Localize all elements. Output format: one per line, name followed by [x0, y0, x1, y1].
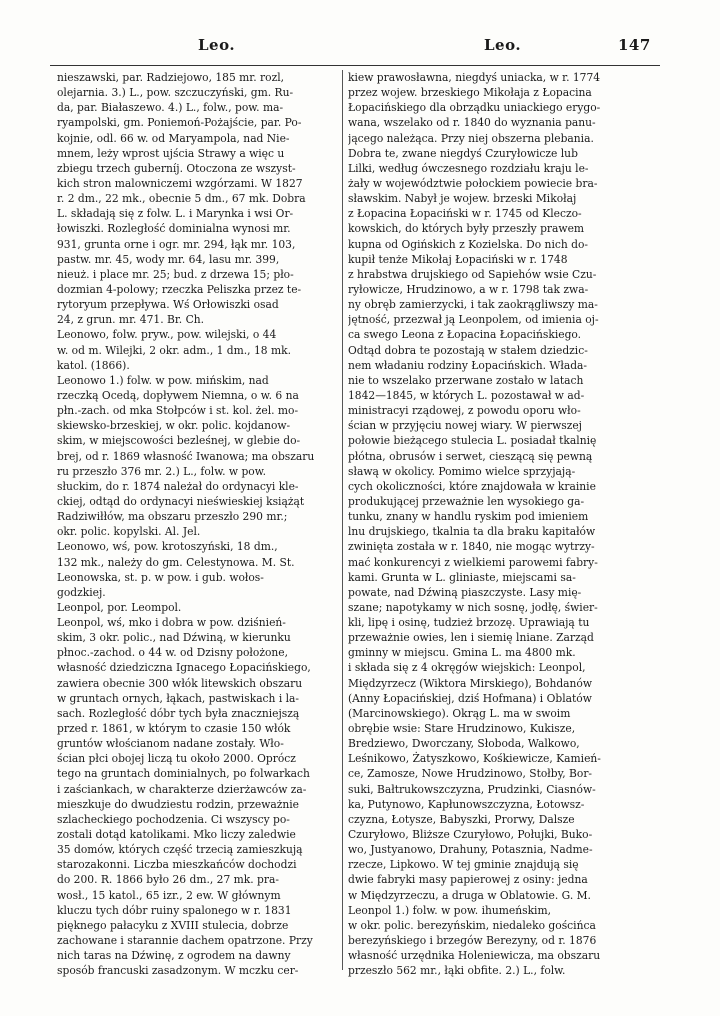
text-line: dwie fabryki masy papierowej z osiny: jedna: [348, 873, 588, 887]
text-line: sławą w okolicy. Pomimo wielce sprzyjają-: [348, 464, 576, 478]
text-line: tunku, znany w handlu ryskim pod imieniem: [348, 510, 589, 524]
text-line: (Anny Łopacińskiej, dziś Hofmana) i Oblatów: [348, 691, 592, 705]
text-line: gminny w miejscu. Gmina L. ma 4800 mk.: [348, 646, 576, 660]
text-line: wosł., 15 katol., 65 izr., 2 ew. W głównym: [57, 888, 281, 902]
text-line: pięknego pałacyku z XVIII stulecia, dobrze: [57, 918, 289, 932]
text-line: łowiszki. Rozległość dominialna wynosi mr.: [57, 222, 291, 236]
text-line: ścian w przyjęciu nowej wiary. W pierwszej: [348, 419, 582, 433]
text-line: Leonpol 1.) folw. w pow. ihumeńskim,: [348, 903, 552, 917]
text-line: zbiegu trzech guberníj. Otoczona ze wszyst-: [57, 161, 296, 175]
text-line: Leonowo, folw. pryw., pow. wilejski, o 44: [57, 328, 277, 342]
text-line: Bredziewo, Dworczany, Słoboda, Walkowo,: [348, 737, 580, 751]
text-line: godzkiej.: [57, 585, 106, 599]
text-line: Radziwiłłów, ma obszaru przeszło 290 mr.;: [57, 510, 288, 524]
text-line: ryampolski, gm. Poniemoń-Pożajście, par. Po-: [57, 116, 302, 130]
text-line: mnem, leży wprost ujścia Strawy a więc u: [57, 146, 285, 160]
text-line: Leśnikowo, Żatyszkowo, Kośkiewicze, Kamień-: [348, 752, 601, 766]
text-line: 1842—1845, w których L. pozostawał w ad-: [348, 388, 585, 402]
text-line: mać konkurencyi z wielkiemi parowemi fabry-: [348, 555, 598, 569]
text-line: skim, 3 okr. polic., nad Dźwiną, w kierunku: [57, 631, 291, 645]
text-line: sposób francuski zasadzonym. W mczku cer-: [57, 964, 299, 978]
text-line: berezyńskiego i brzegów Berezyny, od r. 1876: [348, 934, 597, 948]
text-line: z Łopacina Łopaciński w r. 1745 od Kleczo-: [348, 207, 582, 221]
text-line: do 200. R. 1866 było 26 dm., 27 mk. pra-: [57, 873, 279, 887]
text-line: przed r. 1861, w którym to czasie 150 włók: [57, 722, 291, 736]
text-line: jącego należąca. Przy niej obszerna plebania.: [348, 131, 594, 145]
text-line: czyzna, Łotysze, Babyszki, Prorwy, Dalsze: [348, 812, 575, 826]
text-line: Leonpol, wś, mko i dobra w pow. dziśnień-: [57, 616, 286, 630]
text-line: r. 2 dm., 22 mk., obecnie 5 dm., 67 mk. Dobra: [57, 192, 306, 206]
text-line: kojnie, odl. 66 w. od Maryampola, nad Nie-: [57, 131, 290, 145]
text-line: Międzyrzecz (Wiktora Mirskiego), Bohdanów: [348, 676, 593, 690]
text-line: rytoryum przepływa. Wś Orłowiszki osad: [57, 298, 279, 312]
text-line: lnu drujskiego, tkalnia ta dla braku kapitałów: [348, 525, 596, 539]
running-head-left: Leo.: [198, 36, 236, 54]
text-line: w. od m. Wilejki, 2 okr. adm., 1 dm., 18 mk.: [57, 343, 291, 357]
text-line: żały w województwie połockiem powiecie bra-: [348, 176, 598, 190]
text-line: ce, Zamosze, Nowe Hrudzinowo, Stołby, Bor-: [348, 767, 593, 781]
text-line: przeszło 562 mr., łąki obfite. 2.) L., folw.: [348, 964, 566, 978]
text-line: Leonowo 1.) folw. w pow. mińskim, nad: [57, 373, 269, 387]
text-line: Leonowska, st. p. w pow. i gub. wołos-: [57, 570, 264, 584]
text-line: sach. Rozległość dóbr tych była znaczniejszą: [57, 706, 300, 720]
text-line: Dobra te, zwane niegdyś Czuryłowicze lub: [348, 146, 578, 160]
column-divider: [342, 70, 343, 970]
text-line: katol. (1866).: [57, 358, 130, 372]
text-line: 132 mk., należy do gm. Celestynowa. M. St.: [57, 555, 295, 569]
text-line: L. składają się z folw. L. i Marynka i wsi Or-: [57, 207, 294, 221]
text-line: nich taras na Dźwinę, z ogrodem na dawny: [57, 949, 291, 963]
text-line: sławskim. Nabył je wojew. brzeski Mikołaj: [348, 192, 577, 206]
text-line: w Międzyrzeczu, a druga w Oblatowie. G. M.: [348, 888, 591, 902]
text-line: kiew prawosławna, niegdyś uniacka, w r. 1774: [348, 71, 601, 84]
text-line: kowskich, do których były przeszły prawem: [348, 222, 585, 236]
text-line: olejarnia. 3.) L., pow. szczuczyński, gm. Ru-: [57, 86, 294, 100]
text-line: Odtąd dobra te pozostają w stałem dziedzic-: [348, 343, 588, 357]
text-line: jętność, przezwał ją Leonpolem, od imienia oj-: [348, 313, 599, 327]
text-line: i zaściankach, w charakterze dzierżawców za-: [57, 782, 307, 796]
text-line: kli, lipę i osinę, tudzież brzozę. Uprawiają tu: [348, 616, 590, 630]
text-line: Czuryłowo, Bliższe Czuryłowo, Połujki, Buko-: [348, 828, 593, 842]
text-line: zostali dotąd katolikami. Mko liczy zaledwie: [57, 828, 296, 842]
text-line: wo, Justyanowo, Drahuny, Potasznia, Nadme-: [348, 843, 593, 857]
text-line: i składa się z 4 okręgów wiejskich: Leonpol,: [348, 661, 586, 675]
text-line: zachowane i starannie dachem opatrzone. Przy: [57, 934, 313, 948]
text-line: tego na gruntach dominialnych, po folwarkach: [57, 767, 310, 781]
text-line: cych okoliczności, które znajdowała w krainie: [348, 479, 596, 493]
text-line: gruntów włościanom nadane zostały. Wło-: [57, 737, 284, 751]
running-head-right: Leo.: [484, 36, 522, 54]
text-line: szlacheckiego pochodzenia. Ci wszyscy po-: [57, 812, 290, 826]
text-line: Łopacińskiego dla obrządku uniackiego erygo-: [348, 101, 601, 115]
text-line: płn.-zach. od mka Stołpców i st. kol. żel. mo-: [57, 404, 299, 418]
text-line: mieszkuje do dwudziestu rodzin, przeważnie: [57, 797, 300, 811]
text-line: pastw. mr. 45, wody mr. 64, lasu mr. 399,: [57, 252, 280, 266]
text-line: własność urzędnika Holeniewicza, ma obszaru: [348, 949, 601, 963]
text-line: Leonowo, wś, pow. krotoszyński, 18 dm.,: [57, 540, 278, 554]
text-line: 24, z grun. mr. 471. Br. Ch.: [57, 313, 205, 327]
text-line: kupił tenże Mikołaj Łopaciński w r. 1748: [348, 252, 568, 266]
text-line: słuckim, do r. 1874 należał do ordynacyi kle-: [57, 479, 299, 493]
text-line: własność dziedziczna Ignacego Łopacińskiego,: [57, 661, 311, 675]
text-line: ckiej, odtąd do ordynacyi nieświeskiej książąt: [57, 494, 305, 508]
text-line: kupna od Ogińskich z Kozielska. Do nich do-: [348, 237, 589, 251]
text-line: brej, od r. 1869 własność Iwanowa; ma obszaru: [57, 449, 315, 463]
text-line: okr. polic. kopylski. Al. Jel.: [57, 525, 201, 539]
text-line: obrębie wsie: Stare Hrudzinowo, Kukisze,: [348, 722, 576, 736]
right-column: [348, 70, 648, 978]
text-line: przez wojew. brzeskiego Mikołaja z Łopacina: [348, 86, 592, 100]
text-line: zwinięta została w r. 1840, nie mogąc wytrzy-: [348, 540, 595, 554]
text-line: szane; napotykamy w nich sosnę, jodłę, świer-: [348, 600, 598, 614]
text-line: suki, Bałtrukowszczyzna, Prudzinki, Ciasnów-: [348, 782, 596, 796]
text-line: produkującej przeważnie len wysokiego ga-: [348, 494, 585, 508]
text-line: skiewsko-brzeskiej, w okr. polic. kojdanow-: [57, 419, 291, 433]
left-column: [57, 70, 339, 978]
text-line: Lilki, według ówczesnego rozdziału kraju le-: [348, 161, 589, 175]
text-line: nem władaniu rodziny Łopacińskich. Włada-: [348, 358, 588, 372]
text-line: rzeczką Ocedą, dopływem Niemna, o w. 6 na: [57, 388, 299, 402]
text-line: kich stron malowniczemi wzgórzami. W 1827: [57, 176, 303, 190]
text-line: kami. Grunta w L. gliniaste, miejscami sa-: [348, 570, 576, 584]
text-line: ny obręb zamierzycki, i tak zaokrągliwszy ma-: [348, 298, 598, 312]
text-line: płnoc.-zachod. o 44 w. od Dzisny położone,: [57, 646, 289, 660]
text-line: powate, nad Dźwiną piaszczyste. Lasy mię-: [348, 585, 582, 599]
text-line: ca swego Leona z Łopacina Łopacińskiego.: [348, 328, 582, 342]
text-line: kluczu tych dóbr ruiny spalonego w r. 1831: [57, 903, 292, 917]
text-line: starozakonni. Liczba mieszkańców dochodzi: [57, 858, 297, 872]
text-line: przeważnie owies, len i siemię lniane. Zarząd: [348, 631, 594, 645]
text-line: połowie bieżącego stulecia L. posiadał tkalnię: [348, 434, 597, 448]
text-line: (Marcinowskiego). Okrąg L. ma w swoim: [348, 706, 571, 720]
header-rule: [50, 65, 660, 66]
text-line: nieszawski, par. Radziejowo, 185 mr. rozl,: [57, 71, 285, 84]
text-line: nie to wszelako przerwane zostało w latach: [348, 373, 584, 387]
text-line: skim, w miejscowości bezleśnej, w glebie do-: [57, 434, 301, 448]
text-line: da, par. Białaszewo. 4.) L., folw., pow. ma-: [57, 101, 284, 115]
text-line: ministracyi rządowej, z powodu oporu wło-: [348, 404, 581, 418]
text-line: zawiera obecnie 300 włók litewskich obszaru: [57, 676, 303, 690]
text-line: rzecze, Lipkowo. W tej gminie znajdują się: [348, 858, 579, 872]
text-line: w gruntach ornych, łąkach, pastwiskach i la-: [57, 691, 300, 705]
text-line: z hrabstwa drujskiego od Sapiehów wsie Czu-: [348, 267, 597, 281]
text-line: ścian płci obojej liczą tu około 2000. Oprócz: [57, 752, 296, 766]
text-line: 35 domów, których część trzecią zamieszkują: [57, 843, 303, 857]
page-number: 147: [618, 36, 651, 54]
text-line: Leonpol, por. Leompol.: [57, 600, 182, 614]
text-line: dozmian 4-polowy; rzeczka Peliszka przez te-: [57, 282, 302, 296]
text-line: w okr. polic. berezyńskim, niedaleko gościńca: [348, 918, 596, 932]
text-line: nieuż. i place mr. 25; bud. z drzewa 15; pło-: [57, 267, 294, 281]
text-line: płótna, obrusów i serwet, cieszącą się pewną: [348, 449, 593, 463]
text-line: wana, wszelako od r. 1840 do wyznania panu-: [348, 116, 596, 130]
text-line: ryłowicze, Hrudzinowo, a w r. 1798 tak zwa-: [348, 282, 589, 296]
text-line: ru przeszło 376 mr. 2.) L., folw. w pow.: [57, 464, 266, 478]
text-line: 931, grunta orne i ogr. mr. 294, łąk mr. 103,: [57, 237, 296, 251]
text-line: ka, Putynowo, Kapłunowszczyzna, Łotowsz-: [348, 797, 585, 811]
